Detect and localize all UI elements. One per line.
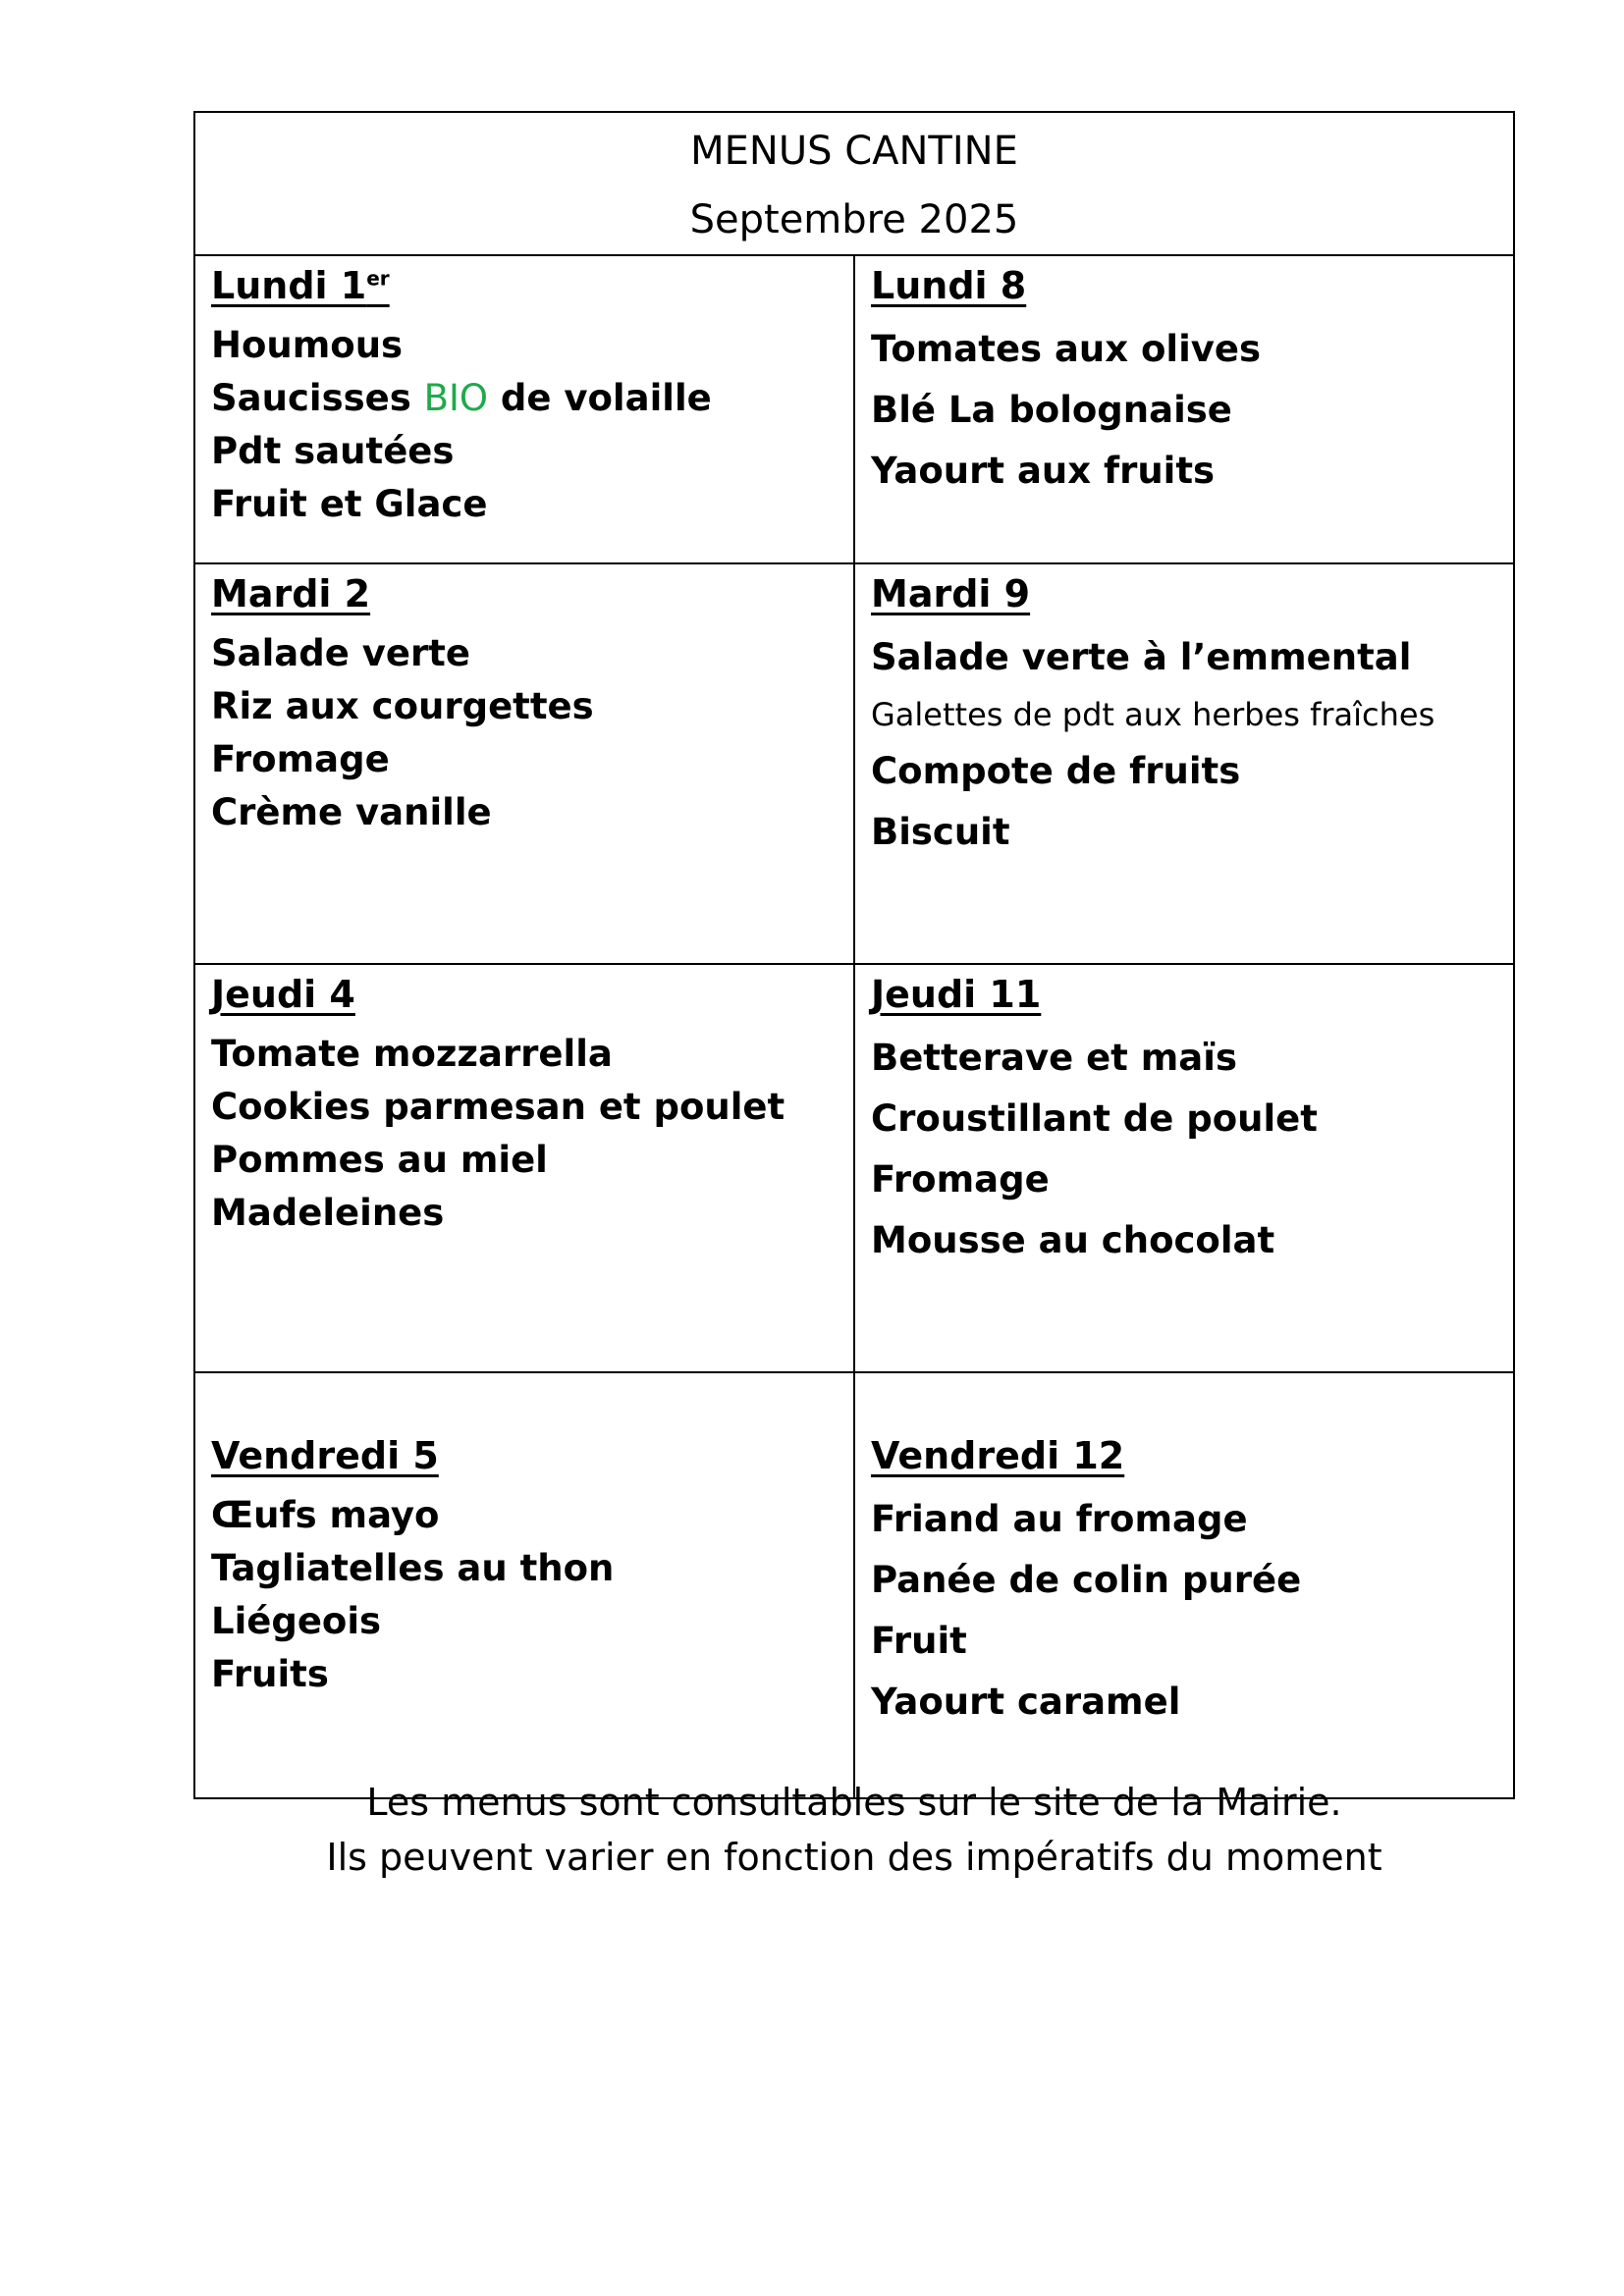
dish: Salade verte à l’emmental (871, 636, 1412, 678)
dish: Crème vanille (211, 791, 492, 833)
day-heading: Lundi 8 (871, 264, 1027, 307)
menu-month: Septembre 2025 (689, 197, 1019, 242)
menu-table (193, 111, 1515, 1799)
dish: Fromage (871, 1158, 1050, 1201)
dish: Tomate mozzarrella (211, 1033, 613, 1075)
bio-label: BIO (423, 377, 489, 419)
dish: Blé La bolognaise (871, 389, 1232, 431)
dish: Liégeois (211, 1600, 382, 1642)
day-heading: Mardi 2 (211, 572, 371, 615)
dish: Mousse au chocolat (871, 1219, 1275, 1261)
dish: Galettes de pdt aux herbes fraîches (871, 696, 1435, 733)
day-cell-mardi-9 (854, 563, 1514, 964)
dish: Fromage (211, 738, 390, 780)
dish: Tomates aux olives (871, 328, 1262, 370)
dish: Madeleines (211, 1192, 445, 1234)
dish: Betterave et maïs (871, 1037, 1237, 1079)
day-cell-vendredi-12 (854, 1372, 1514, 1798)
footer-line: Les menus sont consultables sur le site de la Mairie. (366, 1781, 1342, 1824)
dish: Croustillant de poulet (871, 1097, 1318, 1140)
day-cell-lundi-8 (854, 255, 1514, 563)
menu-header (194, 112, 1514, 255)
dish: Salade verte (211, 632, 470, 674)
footer-line: Ils peuvent varier en fonction des impératifs du moment (326, 1836, 1382, 1879)
day-cell-jeudi-4 (194, 964, 854, 1372)
day-heading: Lundi 1er (211, 264, 390, 307)
dish: Houmous (211, 324, 404, 366)
dish: Saucisses BIO de volaille (211, 377, 712, 419)
dish: Œufs mayo (211, 1494, 440, 1536)
dish: Biscuit (871, 811, 1010, 853)
dish: Riz aux courgettes (211, 685, 594, 727)
day-heading: Vendredi 12 (871, 1434, 1125, 1477)
day-heading: Mardi 9 (871, 572, 1031, 615)
dish: Pdt sautées (211, 430, 455, 472)
dish: Friand au fromage (871, 1498, 1248, 1540)
dish: Compote de fruits (871, 750, 1241, 792)
dish: Panée de colin purée (871, 1559, 1302, 1601)
day-cell-jeudi-11 (854, 964, 1514, 1372)
dish: Tagliatelles au thon (211, 1547, 615, 1589)
dish: Yaourt caramel (871, 1681, 1181, 1723)
menu-title: MENUS CANTINE (690, 129, 1018, 174)
footer-note (193, 1775, 1515, 1885)
dish: Fruit et Glace (211, 483, 488, 525)
dish: Fruits (211, 1653, 329, 1695)
day-heading: Jeudi 4 (211, 973, 355, 1016)
dish: Pommes au miel (211, 1139, 548, 1181)
dish: Yaourt aux fruits (871, 450, 1216, 492)
day-cell-vendredi-5 (194, 1372, 854, 1798)
day-heading: Jeudi 11 (871, 973, 1042, 1016)
day-cell-mardi-2 (194, 563, 854, 964)
day-cell-lundi-1 (194, 255, 854, 563)
dish: Cookies parmesan et poulet (211, 1086, 785, 1128)
dish: Fruit (871, 1620, 967, 1662)
day-heading: Vendredi 5 (211, 1434, 439, 1477)
